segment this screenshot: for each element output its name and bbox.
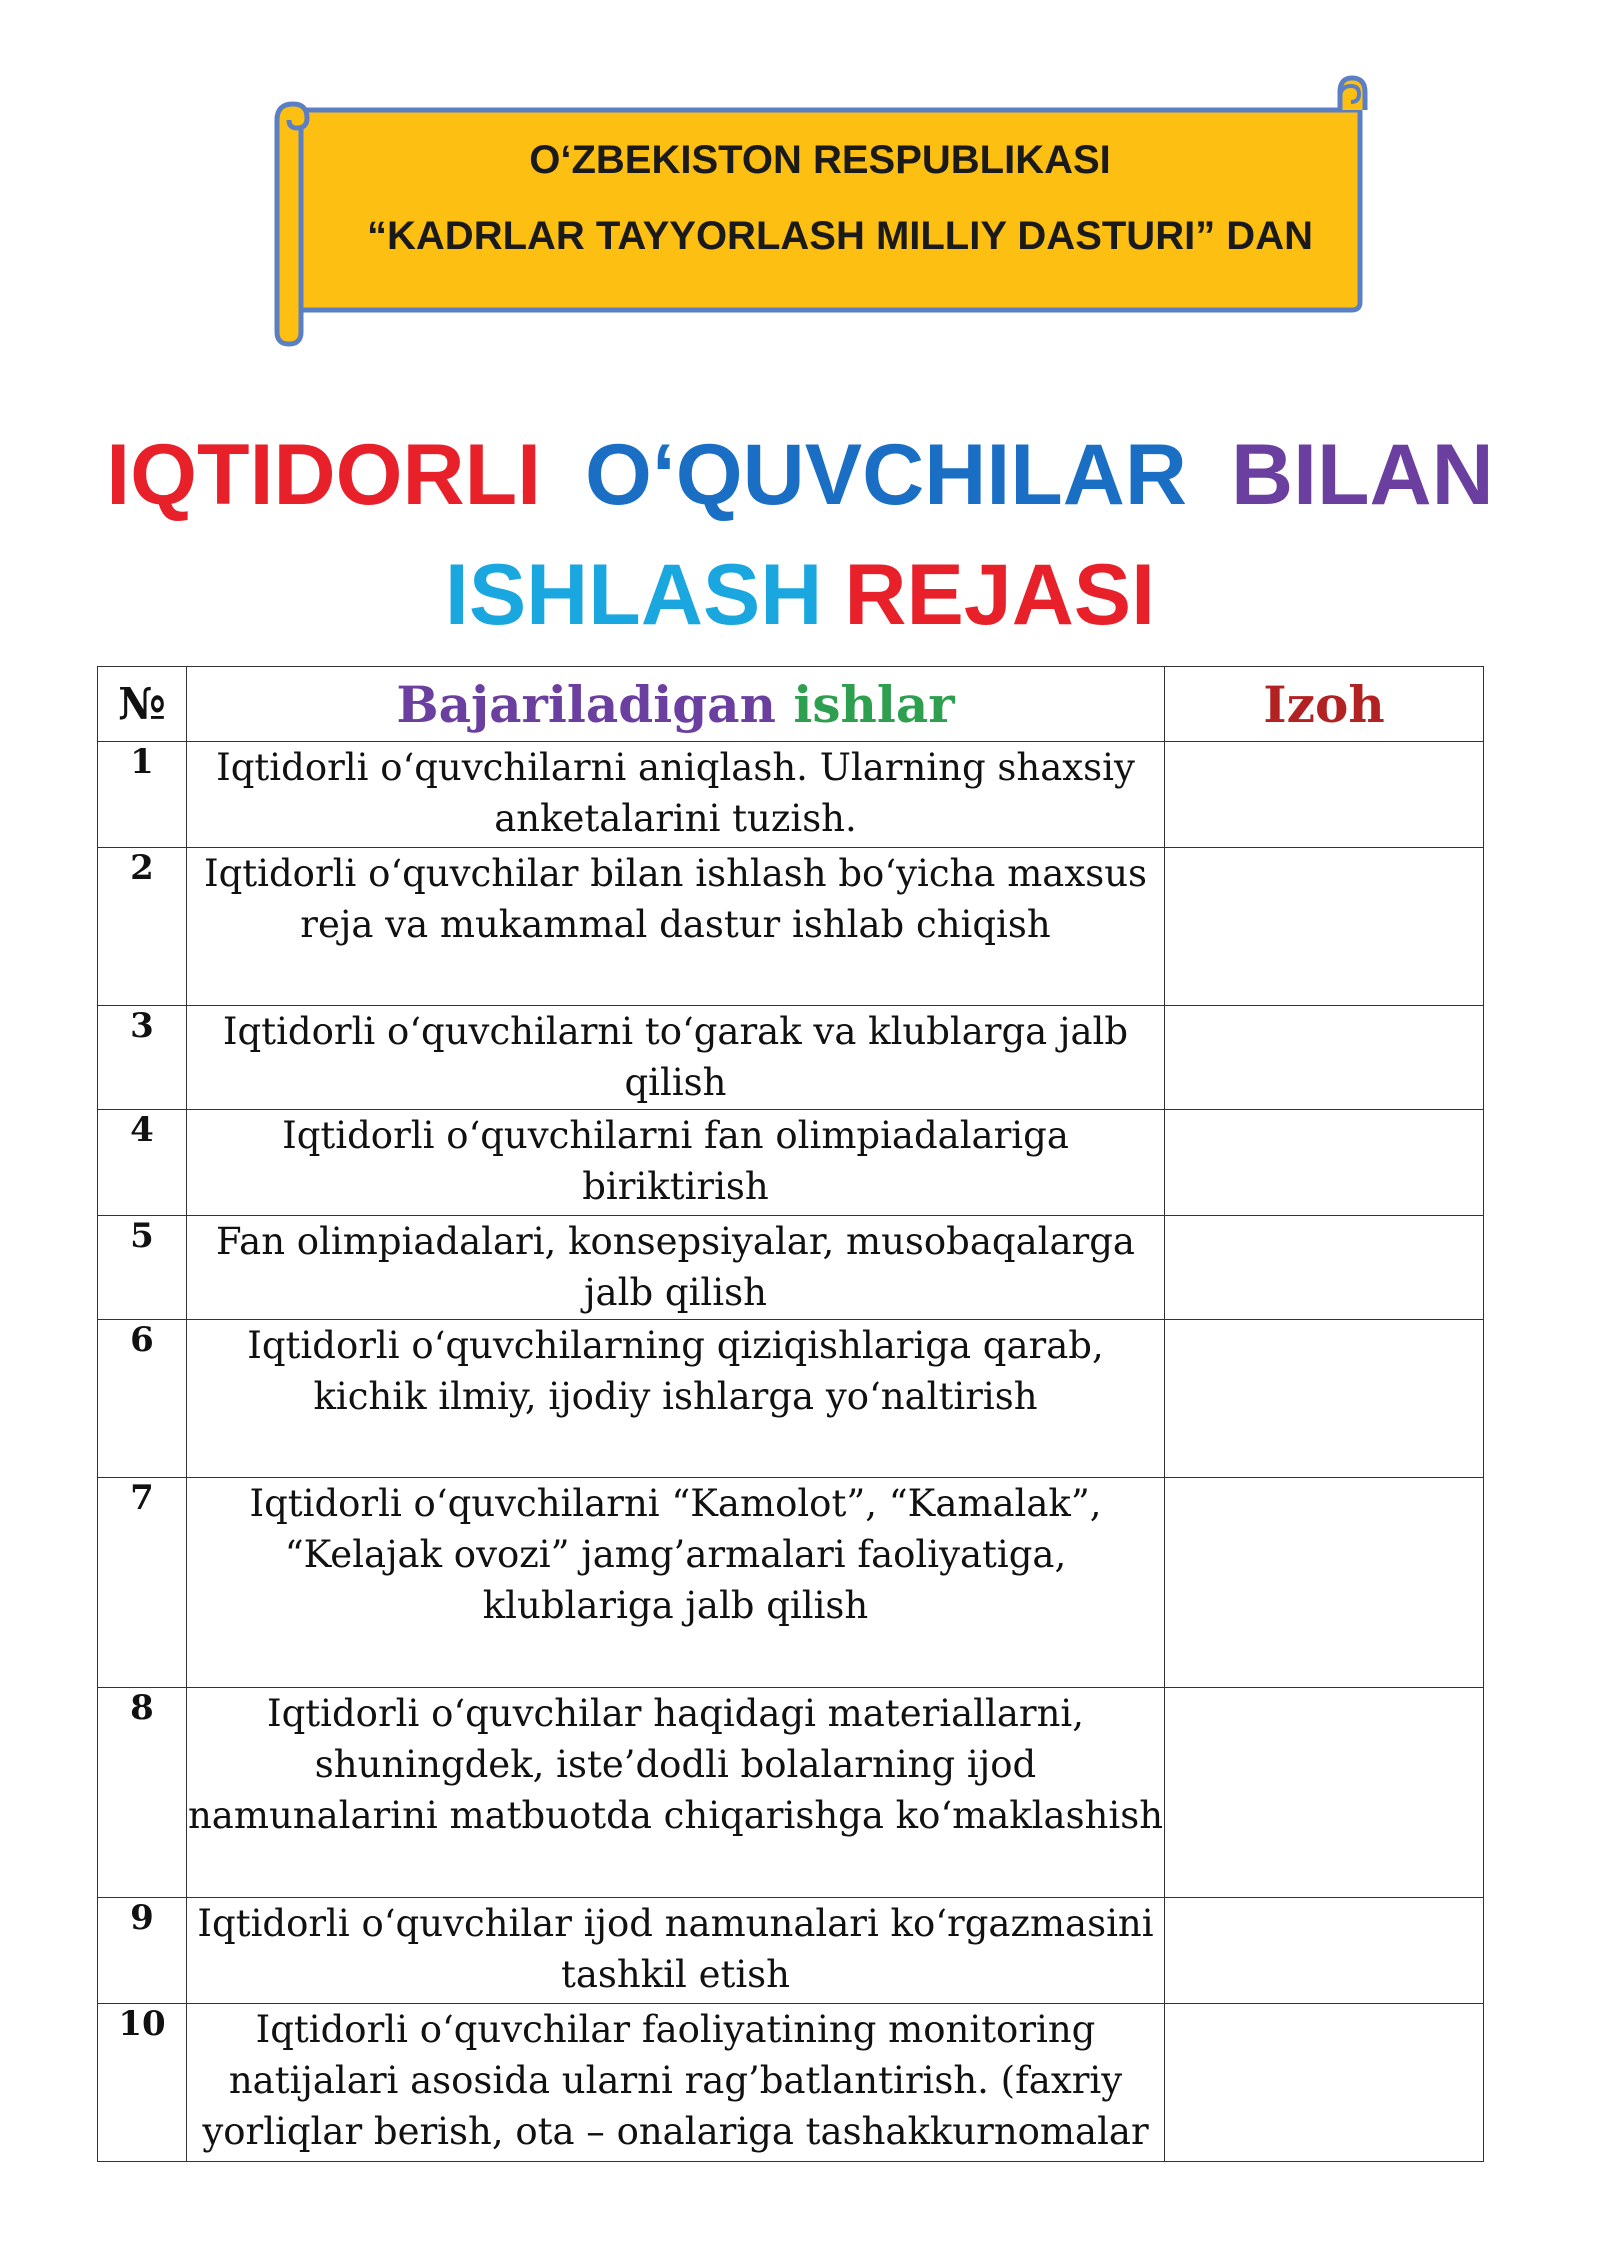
- row-number: 2: [98, 848, 187, 1006]
- banner-line-1: O‘ZBEKISTON RESPUBLIKASI: [529, 138, 1111, 182]
- table-row: [98, 1110, 1484, 1216]
- table-row: [98, 1478, 1484, 1688]
- title-word: IQTIDORLI: [106, 427, 541, 523]
- title-word: O‘QUVCHILAR: [585, 427, 1187, 523]
- row-note: [1165, 2004, 1484, 2162]
- row-number: 7: [98, 1478, 187, 1688]
- row-number: 4: [98, 1110, 187, 1216]
- table-row: [98, 1898, 1484, 2004]
- row-task: Iqtidorli o‘quvchilar bilan ishlash bo‘yicha maxsus reja va mukammal dastur ishlab chiqish: [187, 848, 1165, 1006]
- table-row: [98, 1006, 1484, 1110]
- scroll-shape: [255, 70, 1385, 350]
- row-task: Iqtidorli o‘quvchilar haqidagi materiallarni, shuningdek, iste’dodli bolalarning ijod namunalarini matbuotda chiqarishga ko‘maklashish: [187, 1688, 1165, 1898]
- row-note: [1165, 1006, 1484, 1110]
- row-note: [1165, 1320, 1484, 1478]
- row-number: 10: [98, 2004, 187, 2162]
- row-task: Iqtidorli o‘quvchilarni to‘garak va klublarga jalb qilish: [187, 1006, 1165, 1110]
- row-task: Iqtidorli o‘quvchilarni fan olimpiadalariga biriktirish: [187, 1110, 1165, 1216]
- plan-table: [97, 666, 1484, 2162]
- row-task: Iqtidorli o‘quvchilar faoliyatining monitoring natijalari asosida ularni rag’batlantirish. (faxriy yorliqlar berish, ota – onalariga tashakkurnomalar: [187, 2004, 1165, 2162]
- header-tasks-part-2: ishlar: [793, 674, 955, 734]
- table-row: [98, 848, 1484, 1006]
- row-number: 6: [98, 1320, 187, 1478]
- header-note: Izoh: [1165, 667, 1484, 742]
- row-task: Iqtidorli o‘quvchilarning qiziqishlariga qarab, kichik ilmiy, ijodiy ishlarga yo‘naltirish: [187, 1320, 1165, 1478]
- page-title-line-2: [0, 547, 1600, 643]
- row-number: 1: [98, 742, 187, 848]
- row-task: Iqtidorli o‘quvchilarni aniqlash. Ularning shaxsiy anketalarini tuzish.: [187, 742, 1165, 848]
- row-task: Iqtidorli o‘quvchilarni “Kamolot”, “Kamalak”, “Kelajak ovozi” jamg’armalari faoliyatiga, klublariga jalb qilish: [187, 1478, 1165, 1688]
- row-number: 8: [98, 1688, 187, 1898]
- banner-scroll: [255, 70, 1385, 350]
- table-row: [98, 1216, 1484, 1320]
- banner-line-2: “KADRLAR TAYYORLASH MILLIY DASTURI” DAN: [367, 214, 1313, 258]
- table-row: [98, 2004, 1484, 2162]
- row-note: [1165, 1216, 1484, 1320]
- row-task: Fan olimpiadalari, konsepsiyalar, musobaqalarga jalb qilish: [187, 1216, 1165, 1320]
- row-note: [1165, 1898, 1484, 2004]
- row-note: [1165, 1478, 1484, 1688]
- row-task: Iqtidorli o‘quvchilar ijod namunalari ko‘rgazmasini tashkil etish: [187, 1898, 1165, 2004]
- row-number: 3: [98, 1006, 187, 1110]
- table-row: [98, 742, 1484, 848]
- row-number: 9: [98, 1898, 187, 2004]
- table-row: [98, 1320, 1484, 1478]
- title-word: REJASI: [844, 547, 1156, 643]
- row-note: [1165, 848, 1484, 1006]
- title-word: BILAN: [1231, 427, 1494, 523]
- header-number: №: [98, 667, 187, 742]
- table-row: [98, 1688, 1484, 1898]
- header-tasks-part-1: Bajariladigan: [396, 674, 776, 734]
- row-note: [1165, 1110, 1484, 1216]
- page-title-line-1: [0, 427, 1600, 523]
- header-tasks: [187, 667, 1165, 742]
- row-number: 5: [98, 1216, 187, 1320]
- title-word: ISHLASH: [444, 547, 823, 643]
- row-note: [1165, 742, 1484, 848]
- table-header-row: [98, 667, 1484, 742]
- row-note: [1165, 1688, 1484, 1898]
